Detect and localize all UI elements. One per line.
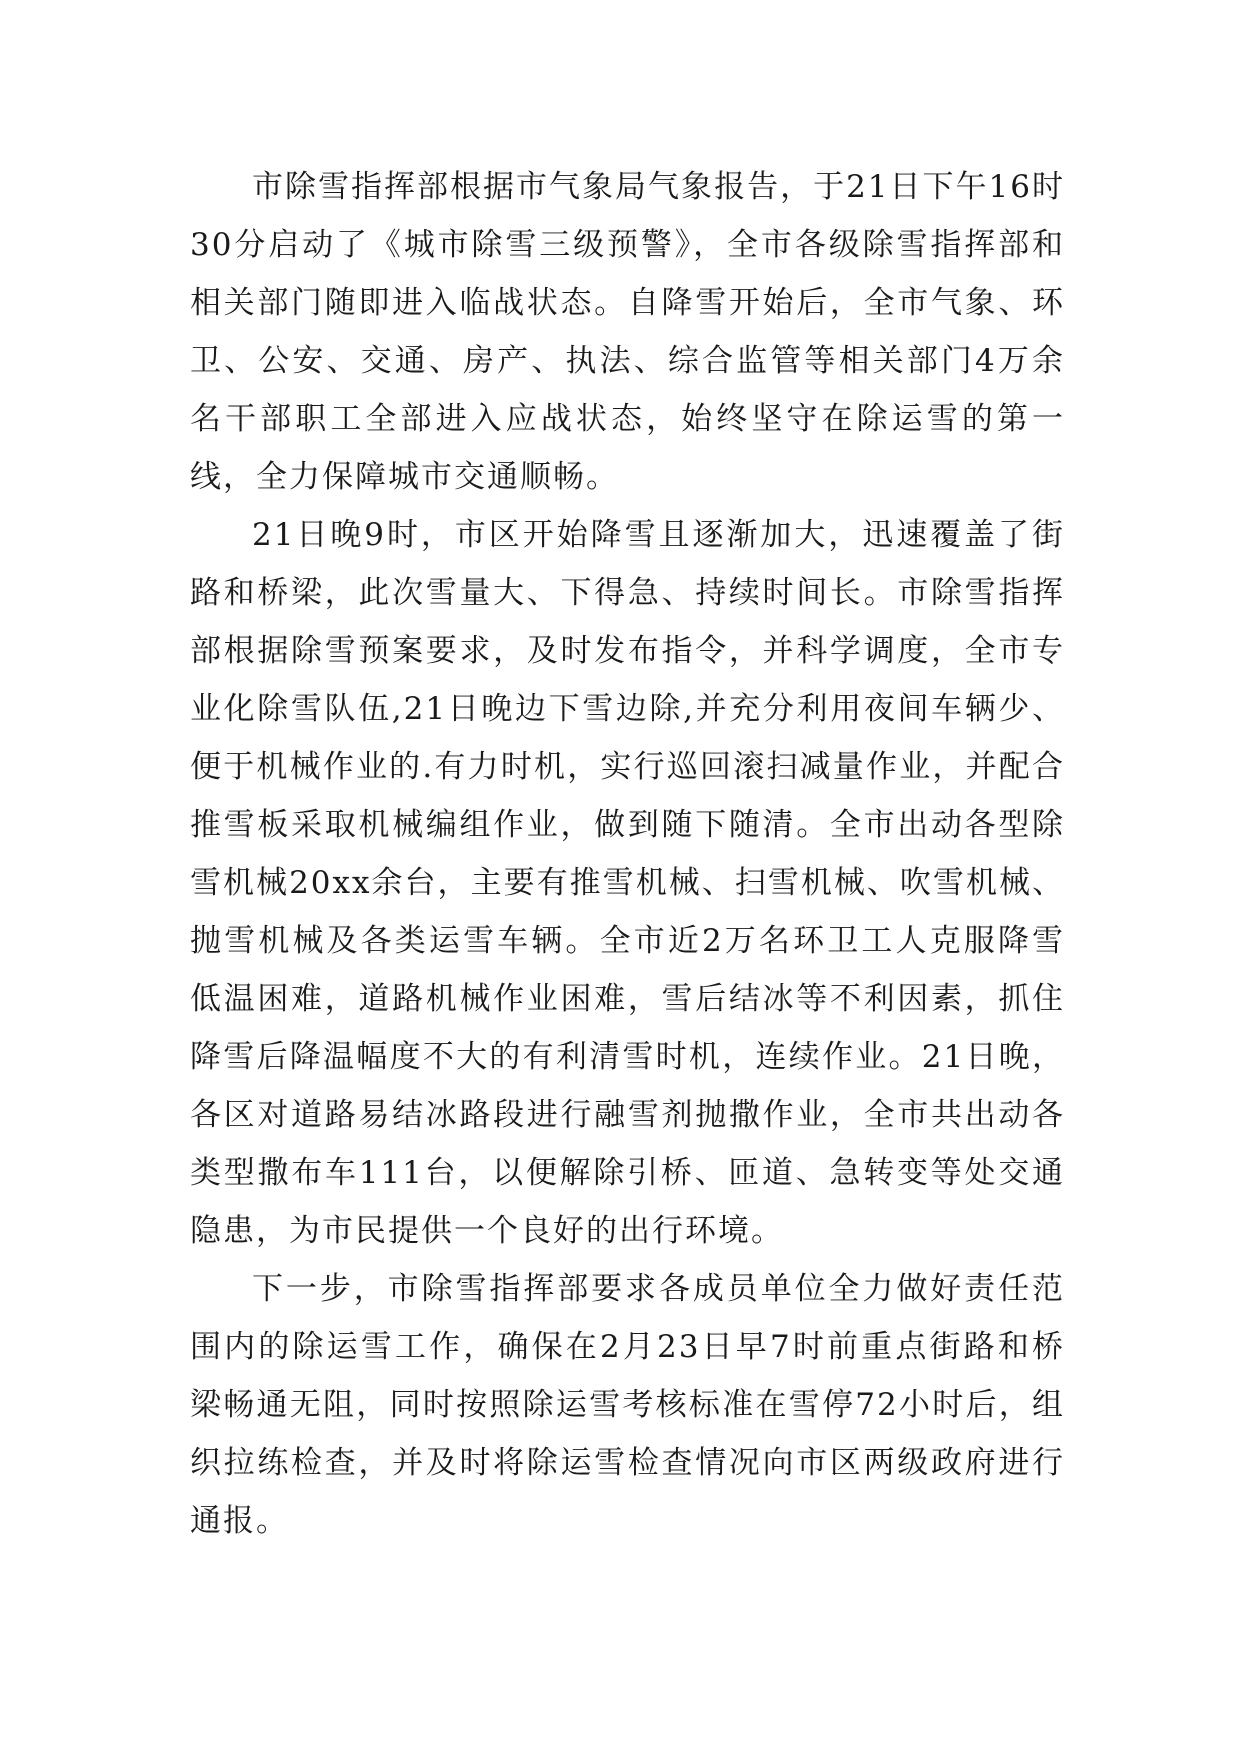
paragraph-3: 下一步，市除雪指挥部要求各成员单位全力做好责任范围内的除运雪工作，确保在2月23日早7时前重点街路和桥梁畅通无阻，同时按照除运雪考核标准在雪停72小时后，组织拉练检查，并及时将除运雪检查情况向市区两级政府进行通报。 — [190, 1271, 1065, 1539]
document-body — [190, 158, 1065, 1550]
paragraph-2: 21日晚9时，市区开始降雪且逐渐加大，迅速覆盖了街路和桥梁，此次雪量大、下得急、持续时间长。市除雪指挥部根据除雪预案要求，及时发布指令，并科学调度，全市专业化除雪队伍,21日晚边下雪边除,并充分利用夜间车辆少、便于机械作业的.有力时机，实行巡回滚扫减量作业，并配合推雪板采取机械编组作业，做到随下随清。全市出动各型除雪机械20xx余台，主要有推雪机械、扫雪机械、吹雪机械、抛雪机械及各类运雪车辆。全市近2万名环卫工人克服降雪低温困难，道路机械作业困难，雪后结冰等不利因素，抓住降雪后降温幅度不大的有利清雪时机，连续作业。21日晚，各区对道路易结冰路段进行融雪剂抛撒作业，全市共出动各类型撒布车111台，以便解除引桥、匝道、急转变等处交通隐患，为市民提供一个良好的出行环境。 — [190, 517, 1065, 1249]
paragraph-1: 市除雪指挥部根据市气象局气象报告，于21日下午16时30分启动了《城市除雪三级预警》，全市各级除雪指挥部和相关部门随即进入临战状态。自降雪开始后，全市气象、环卫、公安、交通、房产、执法、综合监管等相关部门4万余名干部职工全部进入应战状态，始终坚守在除运雪的第一线，全力保障城市交通顺畅。 — [190, 169, 1065, 495]
